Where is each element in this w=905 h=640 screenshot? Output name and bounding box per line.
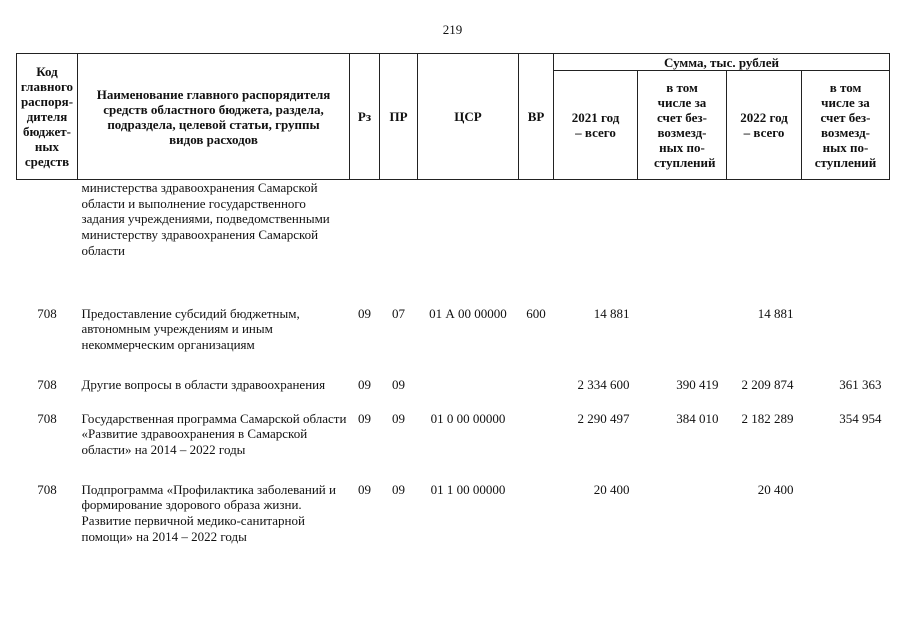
cell-2021-free xyxy=(638,482,727,572)
cell-code: 708 xyxy=(37,481,57,497)
cell-vr xyxy=(519,482,554,572)
cell-vr xyxy=(519,377,554,411)
header-2022-free: в том числе за счет без-возмезд-ных по-ступлений xyxy=(802,71,890,180)
header-rz: Рз xyxy=(350,54,380,180)
header-name: Наименование главного распорядителя средств областного бюджета, раздела, подраздела, целевой статьи, группы видов расходов xyxy=(78,54,350,180)
header-2021-free: в том числе за счет без-возмезд-ных по-ступлений xyxy=(638,71,727,180)
cell-csr xyxy=(418,180,519,306)
cell-2021-free xyxy=(638,306,727,377)
cell-name: Подпрограмма «Профилактика заболеваний и формирование здорового образа жизни. Развитие первичной медико-санитарной помощи» на 2014 – 2022 годы xyxy=(81,481,336,544)
header-csr: ЦСР xyxy=(418,54,519,180)
cell-2021-total: 20 400 xyxy=(593,481,630,497)
header-2022-total: 2022 год – всего xyxy=(727,71,802,180)
cell-2021-free: 384 010 xyxy=(676,410,719,426)
cell-2021-total: 14 881 xyxy=(593,305,630,321)
header-pr: ПР xyxy=(380,54,418,180)
table-body xyxy=(17,180,890,572)
cell-code: 708 xyxy=(37,376,57,392)
header-vr: ВР xyxy=(519,54,554,180)
table-row xyxy=(17,411,890,482)
cell-rz xyxy=(350,180,380,306)
cell-2021-free: 390 419 xyxy=(676,376,719,392)
table-row xyxy=(17,377,890,411)
cell-rz: 09 xyxy=(358,305,371,321)
cell-2021-total: 2 334 600 xyxy=(577,376,630,392)
table-row xyxy=(17,180,890,306)
cell-2022-free xyxy=(802,482,890,572)
cell-csr: 01 А 00 00000 xyxy=(429,305,507,321)
cell-code: 708 xyxy=(37,305,57,321)
cell-name: министерства здравоохранения Самарской области и выполнение государственного задания учреждениями, подведомственными министерству здравоохранения Самарской области xyxy=(81,180,330,258)
cell-name: Предоставление субсидий бюджетным, автономным учреждениям и иным некоммерческим организациям xyxy=(81,305,300,352)
cell-pr: 07 xyxy=(392,305,405,321)
cell-2022-total: 20 400 xyxy=(757,481,794,497)
header-2021-total: 2021 год – всего xyxy=(554,71,638,180)
cell-name: Другие вопросы в области здравоохранения xyxy=(81,376,326,392)
header-sum-group: Сумма, тыс. рублей xyxy=(554,54,890,71)
table-row xyxy=(17,306,890,377)
cell-vr xyxy=(519,411,554,482)
header-code: Код главного распоря-дителя бюджет-ных средств xyxy=(17,54,78,180)
cell-2021-total: 2 290 497 xyxy=(577,410,630,426)
cell-pr xyxy=(380,180,418,306)
cell-2022-free: 354 954 xyxy=(839,410,882,426)
budget-table xyxy=(16,53,890,572)
cell-2022-total: 14 881 xyxy=(757,305,794,321)
cell-pr: 09 xyxy=(392,410,405,426)
cell-pr: 09 xyxy=(392,376,405,392)
cell-2021-total xyxy=(554,180,638,306)
cell-2022-free xyxy=(802,180,890,306)
cell-vr xyxy=(519,180,554,306)
cell-2022-total: 2 209 874 xyxy=(741,376,794,392)
cell-csr xyxy=(418,377,519,411)
table-header xyxy=(17,54,890,180)
cell-2022-total xyxy=(727,180,802,306)
page-number: 219 xyxy=(442,22,463,37)
cell-vr: 600 xyxy=(526,305,546,321)
cell-name: Государственная программа Самарской области «Развитие здравоохранения в Самарской области» на 2014 – 2022 годы xyxy=(81,410,347,457)
cell-rz: 09 xyxy=(358,376,371,392)
cell-rz: 09 xyxy=(358,410,371,426)
cell-2022-total: 2 182 289 xyxy=(741,410,794,426)
cell-code xyxy=(17,180,78,306)
cell-pr: 09 xyxy=(392,481,405,497)
cell-2022-free: 361 363 xyxy=(839,376,882,392)
cell-csr: 01 1 00 00000 xyxy=(430,481,506,497)
cell-2021-free xyxy=(638,180,727,306)
cell-csr: 01 0 00 00000 xyxy=(430,410,506,426)
table-row xyxy=(17,482,890,572)
cell-2022-free xyxy=(802,306,890,377)
cell-code: 708 xyxy=(37,410,57,426)
cell-rz: 09 xyxy=(358,481,371,497)
